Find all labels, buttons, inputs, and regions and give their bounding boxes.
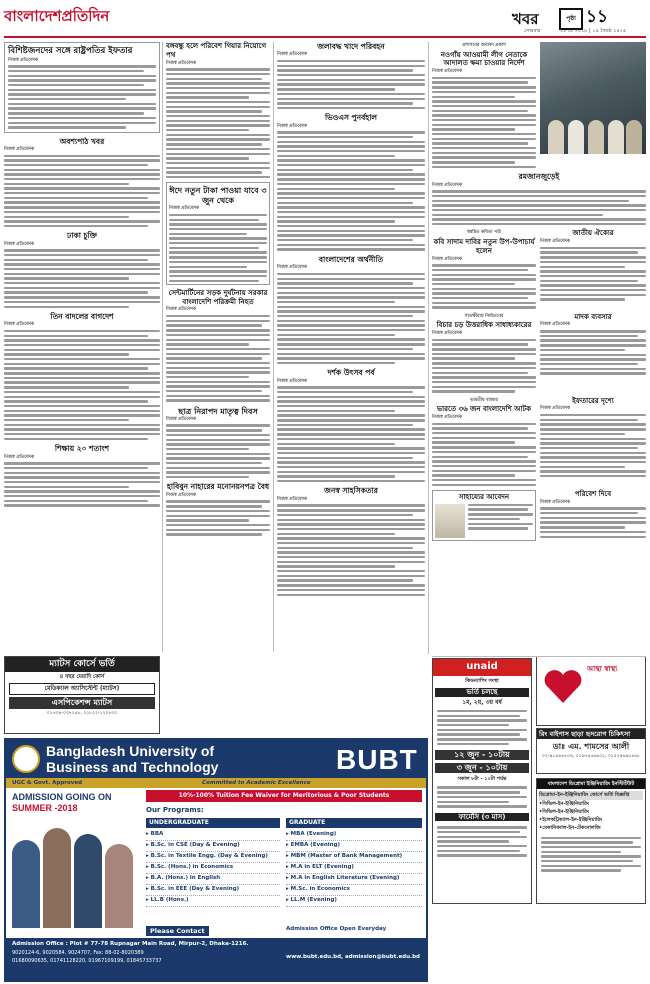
ad-phones: ০২-৯১৪৪৪৫০৪, ০১৬৭৪৫৬৯০২, ০১৫২৯৬৯৫৪৪৮ [542,754,640,760]
newspaper-logo: বাংলাদেশপ্রতিদিন [4,7,110,25]
story-2 [4,137,160,228]
byline: নিজস্ব প্রতিবেদক [432,182,463,188]
appeal-box [432,490,536,541]
byline: নিজস্ব প্রতিবেদক [4,241,35,247]
bubt-season: SUMMER -2018 [12,803,78,813]
ad-sub: কিডন্যাপিং সংস্থা [465,677,499,684]
headline: মাদক ব্যবসার [574,311,612,321]
headline: কবি সাদাম দাবির নতুন উপ-উপাচার্য হলেন [433,237,535,255]
ad-heart-treatment [432,906,646,980]
kicker: ভারতীয় বাজার [470,397,498,403]
program-item: ▸ BBA [146,830,280,841]
ad-line: সকাল ৮টা - ১০টা পর্যন্ত [457,776,507,783]
appeal-photo [435,504,465,538]
bubt-approval: UGC & Govt. Approved [12,779,83,786]
headline: পরিবেশ দিবে [574,489,612,499]
story-5 [277,486,425,595]
byline: নিজস্ব প্রতিবেদক [432,415,463,421]
ad-mats-course [4,656,160,734]
byline: নিজস্ব প্রতিবেদক [432,331,463,337]
institute-line: ডিপ্লোমা-ইন-ইঞ্জিনিয়ারিং কোর্সে ভর্তি বিজ্ঞপ্তি [539,791,643,799]
byline: নিজস্ব প্রতিবেদক [277,123,308,129]
bubt-mobiles: 01680090635, 01741128220, 01967109199, 01845733737 [12,958,162,965]
ad-line: ৪ বছর মেয়াদি কোর্স [59,674,105,681]
byline: নিজস্ব প্রতিবেদক [166,416,197,422]
bubt-name-1: Bangladesh University of [46,743,215,759]
program-item: ▸ M.Sc. in Economics [286,885,422,896]
bubt-ug-title: UNDERGRADUATE [146,818,280,828]
bubt-students-photo [12,818,136,928]
institute-line: •সিভিল-ইন-ইঞ্জিনিয়ারিং [539,800,589,807]
column-4 [432,42,646,541]
column-1 [4,42,160,507]
story-4 [540,229,646,308]
headline: বিশিষ্টজনদের সঙ্গে রাষ্ট্রপতির ইফতার [8,46,133,56]
bubt-office-open: Admission Office Open Everyday [286,926,387,932]
kicker: প্রশাসনের জবাবদ প্রকাশ [462,43,506,48]
ad-lines [537,789,645,834]
ad-phones: ০১৭৩৪-০৩৭২৪৮, ০১৮২২-১২০৮৩০ [46,710,118,716]
byline: নিজস্ব প্রতিবেদক [4,454,35,460]
story-2 [166,182,270,285]
program-item: ▸ B.A. (Hons.) in English [146,874,280,885]
byline: নিজস্ব প্রতিবেদক [540,322,571,328]
ad-unaid [432,658,532,904]
kicker: সাতক্ষীরায় নির্যাতনের [464,313,504,319]
ad-institute [536,778,646,904]
story-1 [277,42,425,109]
headline: ভারতে ৩৬ জন বাংলাদেশি আটক [436,404,532,414]
story-4 [166,406,270,479]
program-item: ▸ LL.B (Hons.) [146,896,280,907]
headline: বঙ্গবন্ধু হলে পরিবেশ গিয়ার নিয়োগে পথ [166,41,267,59]
ad-brand: এসপিকেশন্স ম্যাটস [9,697,155,709]
program-item: ▸ LL.M (Evening) [286,896,422,907]
bubt-name-2: Business and Technology [46,759,219,775]
story-5 [166,482,270,535]
section-title: খবর [512,10,539,28]
byline: নিজস্ব প্রতিবেদক [166,492,197,498]
story-3 [4,231,160,308]
bubt-address: Admission Office : Plot # 77-78 Rupnagar Main Road, Mirpur-2, Dhaka-1216. [12,941,249,947]
byline: নিজস্ব প্রতিবেদক [169,206,200,212]
byline: নিজস্ব প্রতিবেদক [432,256,463,262]
ad-line: ১ম, ২য়, ৩য় বর্ষ [462,698,502,706]
ad-health-logo [536,656,646,726]
story-5 [4,444,160,507]
institute-line: •মেকানিক্যাল-ইন-টেকনোলজি [539,825,601,832]
masthead [4,4,646,38]
bubt-graduate [286,818,422,907]
byline: নিজস্ব প্রতিবেদক [277,52,308,58]
ad-bubt [4,738,428,982]
program-item: ▸ B.Sc. in Textile Engg. (Day & Evening) [146,852,280,863]
story-3 [432,229,536,308]
ad-doctor: ডাঃ এম. শামসের আলী [552,742,630,752]
story-10 [540,490,646,541]
headline: জলাবদ্ধ খাদে পরিবহন [317,42,385,51]
headline: নওগাঁয় আওয়ামী লীগ নেতাকে আদালত ক্ষমা চাওয়ার নির্দেশ [440,49,528,68]
program-item: ▸ EMBA (Evening) [286,841,422,852]
ad-line: ভর্তি চলছে [435,688,529,697]
headline: অবশ্যপাঠ খবর [59,136,105,146]
ad-title: বাংলাদেশ ডিপ্লোমা ইঞ্জিনিয়ারিং ইনস্টিটিউট [537,779,645,789]
page-label: পৃষ্ঠা [559,8,583,30]
byline: নিজস্ব প্রতিবেদক [540,406,571,412]
headline: জাতীয় ঐক্যের [572,228,614,238]
ad-brand: আস্থা স্বাস্থ্য [587,665,618,673]
bubt-header [6,740,426,778]
program-item: ▸ B.Sc. (Hons.) in Economics [146,863,280,874]
headline: বাংলাদেশের অর্থনীতি [318,254,384,264]
story-5 [432,313,536,393]
byline: নিজস্ব প্রতিবেদক [166,60,197,66]
bubt-grad-title: GRADUATE [286,818,422,828]
story-3 [166,289,270,402]
program-item: ▸ M.A in English Literature (Evening) [286,874,422,885]
bubt-logo: BUBT [336,744,418,775]
story-1 [432,42,536,168]
ad-title: ম্যাটস কোর্সে ভর্তি [5,657,159,672]
issue-date: ২৮ মে ২০১৮ | ১৪ জ্যৈষ্ঠ ১৪২৫ [560,28,627,34]
story-2 [277,113,425,251]
story-1 [166,42,270,178]
ad-heart-doctor [536,728,646,774]
story-president-iftar [4,42,160,133]
bubt-undergrad [146,818,280,907]
page-number: ১১ [586,7,609,27]
headline: ছাত্র নিরাপদ মাতৃত্ব দিবস [178,405,258,416]
story-4 [4,312,160,440]
byline: নিজস্ব প্রতিবেদক [4,146,35,152]
bubt-waiver: 10%-100% Tuition Fee Waiver for Meritorious & Poor Students [146,790,422,802]
byline: নিজস্ব প্রতিবেদক [540,499,571,505]
bubt-contact-title: Please Contact [146,926,209,936]
story-7 [432,397,536,486]
byline: নিজস্ব প্রতিবেদক [277,265,308,271]
program-item: ▸ B.Sc. in CSE (Day & Evening) [146,841,280,852]
story-2 [432,172,646,225]
column-2 [166,42,270,536]
headline: রমজানজুড়েই [518,172,560,182]
ad-line: ৩ জুন - ১০টায় [435,763,529,773]
story-6 [540,313,646,393]
program-item: ▸ MBA (Evening) [286,830,422,841]
institute-line: •ইলেকট্রিক্যাল-ইন-ইঞ্জিনিয়ারিং [539,817,603,823]
kicker: স্বরচিত কবিতা পাঠ [467,230,501,236]
byline: নিজস্ব প্রতিবেদক [432,69,463,75]
headline: সাহায্যের আবেদন [458,492,510,502]
ad-title: রিং বাইপাস ছাড়া হৃদরোগ চিকিৎসা [537,729,645,739]
story-8 [540,397,646,486]
byline: নিজস্ব প্রতিবেদক [4,322,35,328]
headline: ভিওএস পুনর্বহাল [325,113,377,123]
column-3 [277,42,425,596]
bubt-tagline: Committed to Academic Excellence [202,779,311,786]
heart-icon [543,669,583,705]
headline: সেন্টমার্টিনের সড়ক দুর্ঘটনায় সরকার বাংলাদেশি পরিক্রমী নিহত [168,287,268,306]
bubt-seal-icon [12,745,40,773]
headline: বিচার চড় উত্তরাধিক সাধাধ্যকারের [436,320,532,330]
story-4 [277,368,425,482]
headline: হাবিবুন নাহারের মনোনয়নপত্র বৈধ [166,482,270,492]
byline: নিজস্ব প্রতিবেদক [277,496,308,502]
bubt-admission: ADMISSION GOING ON [12,792,112,802]
headline: ইফতারের দৃশ্যে [572,395,614,405]
headline: শিক্ষায় ২০ শতাংশ [54,444,110,454]
headline: জনস্ব সাহসিকতার [324,486,378,496]
bubt-programs-title: Our Programs: [146,806,204,814]
issue-day: সোমবার [524,28,541,34]
ad-line: ১২ জুন - ১০টায় [435,750,529,760]
ad-line: ফার্মেসি (৩ মাস) [435,813,529,822]
ad-line: মেডিক্যাল অ্যাসিস্টেন্ট (ম্যাটস) [9,683,155,695]
news-photo [540,42,646,154]
bubt-web: www.bubt.edu.bd, admission@bubt.edu.bd [286,954,420,960]
bubt-footer [6,938,426,980]
byline: নিজস্ব প্রতিবেদক [540,239,571,245]
headline: তিন বাদলের বাগদেশ [50,311,114,321]
program-item: ▸ B.Sc. in EEE (Day & Evening) [146,885,280,896]
byline: নিজস্ব প্রতিবেদক [166,307,197,313]
byline: নিজস্ব প্রতিবেদক [277,378,308,384]
headline: ঈদে নতুন টাকা পাওয়া যাবে ৩ জুন থেকে [169,185,267,206]
headline: দর্শক উৎসব পর্ব [327,368,375,378]
institute-line: •সিভিল-ইন-ইঞ্জিনিয়ারিং [539,808,589,815]
byline: নিজস্ব প্রতিবেদক [8,57,39,63]
ad-brand: unaid [433,659,531,676]
program-item: ▸ M.A in ELT (Evening) [286,863,422,874]
headline: ঢাকা চুক্তি [67,231,97,241]
bubt-phones: 9020124-6, 9020584, 9024707, Fax: 88-02-8020389 [12,949,144,956]
story-3 [277,255,425,364]
program-item: ▸ MBM (Master of Bank Management) [286,852,422,863]
